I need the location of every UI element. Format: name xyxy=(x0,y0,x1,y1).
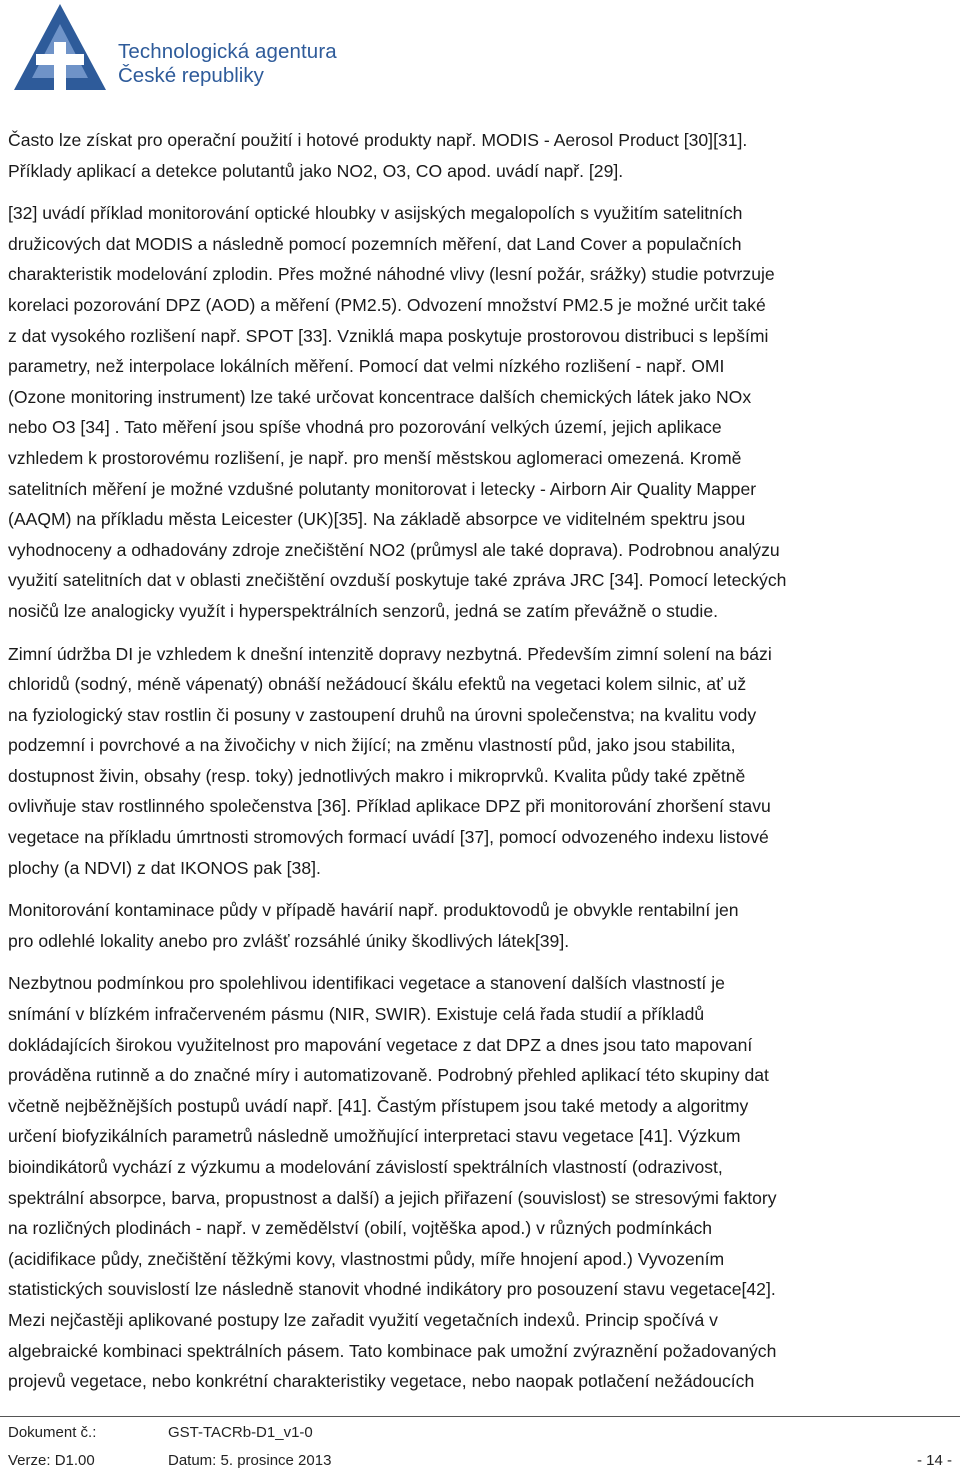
text-line: nebo O3 [34] . Tato měření jsou spíše vhodná pro pozorování velkých území, jejich aplikace xyxy=(8,417,722,438)
document-number-label: Dokument č.: xyxy=(8,1424,97,1441)
text-line: z dat vysokého rozlišení např. SPOT [33]. Vzniklá mapa poskytuje prostorovou distribuci s lepšími xyxy=(8,325,769,346)
text-line: prováděna rutinně a do značné míry i automatizovaně. Podrobný přehled aplikací této skupiny dat xyxy=(8,1065,769,1086)
text-line: Často lze získat pro operační použití i hotové produkty např. MODIS - Aerosol Product [30][31]. xyxy=(8,130,748,150)
text-line: dostupnost živin, obsahy (resp. toky) jednotlivých makro i mikroprvků. Kvalita půdy také zpětně xyxy=(8,765,746,786)
tacr-triangle-logo-icon xyxy=(10,2,110,94)
text-line: vegetace na příkladu úmrtnosti stromových formací uvádí [37], pomocí odvozeného indexu listové xyxy=(8,827,769,848)
text-line: nosičů lze analogicky využít i hyperspektrálních senzorů, jedná se zatím převážně o studie. xyxy=(8,600,718,621)
header-logo xyxy=(10,2,337,94)
text-line: určení biofyzikálních parametrů následně umožňující interpretaci stavu vegetace [41]. Výzkum xyxy=(8,1126,741,1147)
text-line: chloridů (sodný, méně vápenatý) obnáší nežádoucí škálu efektů na vegetaci kolem silnic, ať už xyxy=(8,674,747,695)
paragraph xyxy=(8,125,956,186)
text-line: vzhledem k prostorovému rozlišení, je např. pro menší městskou aglomeraci omezená. Kromě xyxy=(8,447,742,468)
text-line: algebraické kombinaci spektrálních pásem. Tato kombinace pak umožní zvýraznění požadovaných xyxy=(8,1340,777,1361)
paragraph xyxy=(8,639,956,884)
text-line: využití satelitních dat v oblasti znečištění ovzduší poskytuje také zpráva JRC [34]. Pomocí leteckých xyxy=(8,570,787,591)
text-line: parametry, než interpolace lokálních měření. Pomocí dat velmi nízkého rozlišení - např. OMI xyxy=(8,356,725,377)
text-line: (acidifikace půdy, znečištění těžkými kovy, vlastnostmi půdy, míře hnojení apod.) Vyvozením xyxy=(8,1248,725,1269)
text-line: Mezi nejčastěji aplikované postupy lze zařadit využití vegetačních indexů. Princip spočívá v xyxy=(8,1309,718,1330)
text-line: Nezbytnou podmínkou pro spolehlivou identifikaci vegetace a stanovení dalších vlastností je xyxy=(8,973,725,994)
text-line: Zimní údržba DI je vzhledem k dnešní intenzitě dopravy nezbytná. Především zimní solení na bázi xyxy=(8,643,772,664)
logo-title: Technologická agentura xyxy=(118,40,337,63)
paragraph xyxy=(8,198,956,626)
paragraph xyxy=(8,895,956,956)
text-line: pro odlehlé lokality anebo pro zvlášť rozsáhlé úniky škodlivých látek[39]. xyxy=(8,930,570,951)
text-line: satelitních měření je možné vzdušné polutanty monitorovat i letecky - Airborn Air Quality Mapper xyxy=(8,478,757,499)
document-body xyxy=(8,125,956,1397)
text-line: ovlivňuje stav rostlinného společenstva [36]. Příklad aplikace DPZ při monitorování zhoršení stavu xyxy=(8,796,771,817)
text-line: na rozličných plodinách - např. v zemědělství (obilí, vojtěška apod.) v různých podmínkách xyxy=(8,1218,713,1239)
text-line: na fyziologický stav rostlin či posuny v zastoupení druhů na úrovni společenstva; na kvalitu vody xyxy=(8,704,757,725)
version-label: Verze: D1.00 xyxy=(8,1452,95,1469)
page-number: - 14 - xyxy=(916,1452,952,1469)
text-line: (AAQM) na příkladu města Leicester (UK)[35]. Na základě absorpce ve viditelném spektru jsou xyxy=(8,509,746,530)
text-line: snímání v blízkém infračerveném pásmu (NIR, SWIR). Existuje celá řada studií a příkladů xyxy=(8,1004,705,1025)
document-number-value: GST-TACRb-D1_v1-0 xyxy=(168,1424,313,1441)
text-line: [32] uvádí příklad monitorování optické hloubky v asijských megalopolích s využitím satelitních xyxy=(8,203,743,224)
text-line: korelaci pozorování DPZ (AOD) a měření (PM2.5). Odvození množství PM2.5 je možné určit také xyxy=(8,294,766,315)
text-line: (Ozone monitoring instrument) lze také určovat koncentrace dalších chemických látek jako NOx xyxy=(8,386,752,407)
text-line: podzemní i povrchové a na živočichy v nich žijící; na změnu vlastností půd, jako jsou stabilita, xyxy=(8,735,736,756)
text-line: plochy (a NDVI) z dat IKONOS pak [38]. xyxy=(8,857,321,878)
text-line: vyhodnoceny a odhadovány zdroje znečištění NO2 (průmysl ale také doprava). Podrobnou analýzu xyxy=(8,539,780,560)
text-line: včetně nejběžnějších postupů uvádí např. [41]. Častým přístupem jsou také metody a algoritmy xyxy=(8,1095,749,1116)
footer-divider xyxy=(0,1416,960,1417)
logo-subtitle: České republiky xyxy=(118,64,264,87)
date-label: Datum: 5. prosince 2013 xyxy=(168,1452,332,1469)
text-line: projevů vegetace, nebo konkrétní charakteristiky vegetace, nebo naopak potlačení nežádoucích xyxy=(8,1371,755,1392)
text-line: charakteristik modelování zplodin. Přes možné náhodné vlivy (lesní požár, srážky) studie potvrzuje xyxy=(8,264,775,285)
text-line: dokládajících širokou využitelnost pro mapování vegetace z dat DPZ a dnes jsou tato mapovaní xyxy=(8,1034,753,1055)
text-line: družicových dat MODIS a následně pomocí pozemních měření, dat Land Cover a populačních xyxy=(8,233,742,254)
text-line: bioindikátorů vychází z výzkumu a modelování závislostí spektrálních vlastností (odrazivost, xyxy=(8,1157,723,1177)
text-line: Příklady aplikací a detekce polutantů jako NO2, O3, CO apod. uvádí např. [29]. xyxy=(8,160,624,181)
text-line: statistických souvislostí lze následně stanovit vhodné indikátory pro posouzení stavu vegetace[42]. xyxy=(8,1279,776,1300)
text-line: spektrální absorpce, barva, propustnost a další) a jejich přiřazení (souvislost) se stresovými faktory xyxy=(8,1187,777,1208)
paragraph xyxy=(8,968,956,1396)
text-line: Monitorování kontaminace půdy v případě havárií např. produktovodů je obvykle rentabilní jen xyxy=(8,900,739,921)
